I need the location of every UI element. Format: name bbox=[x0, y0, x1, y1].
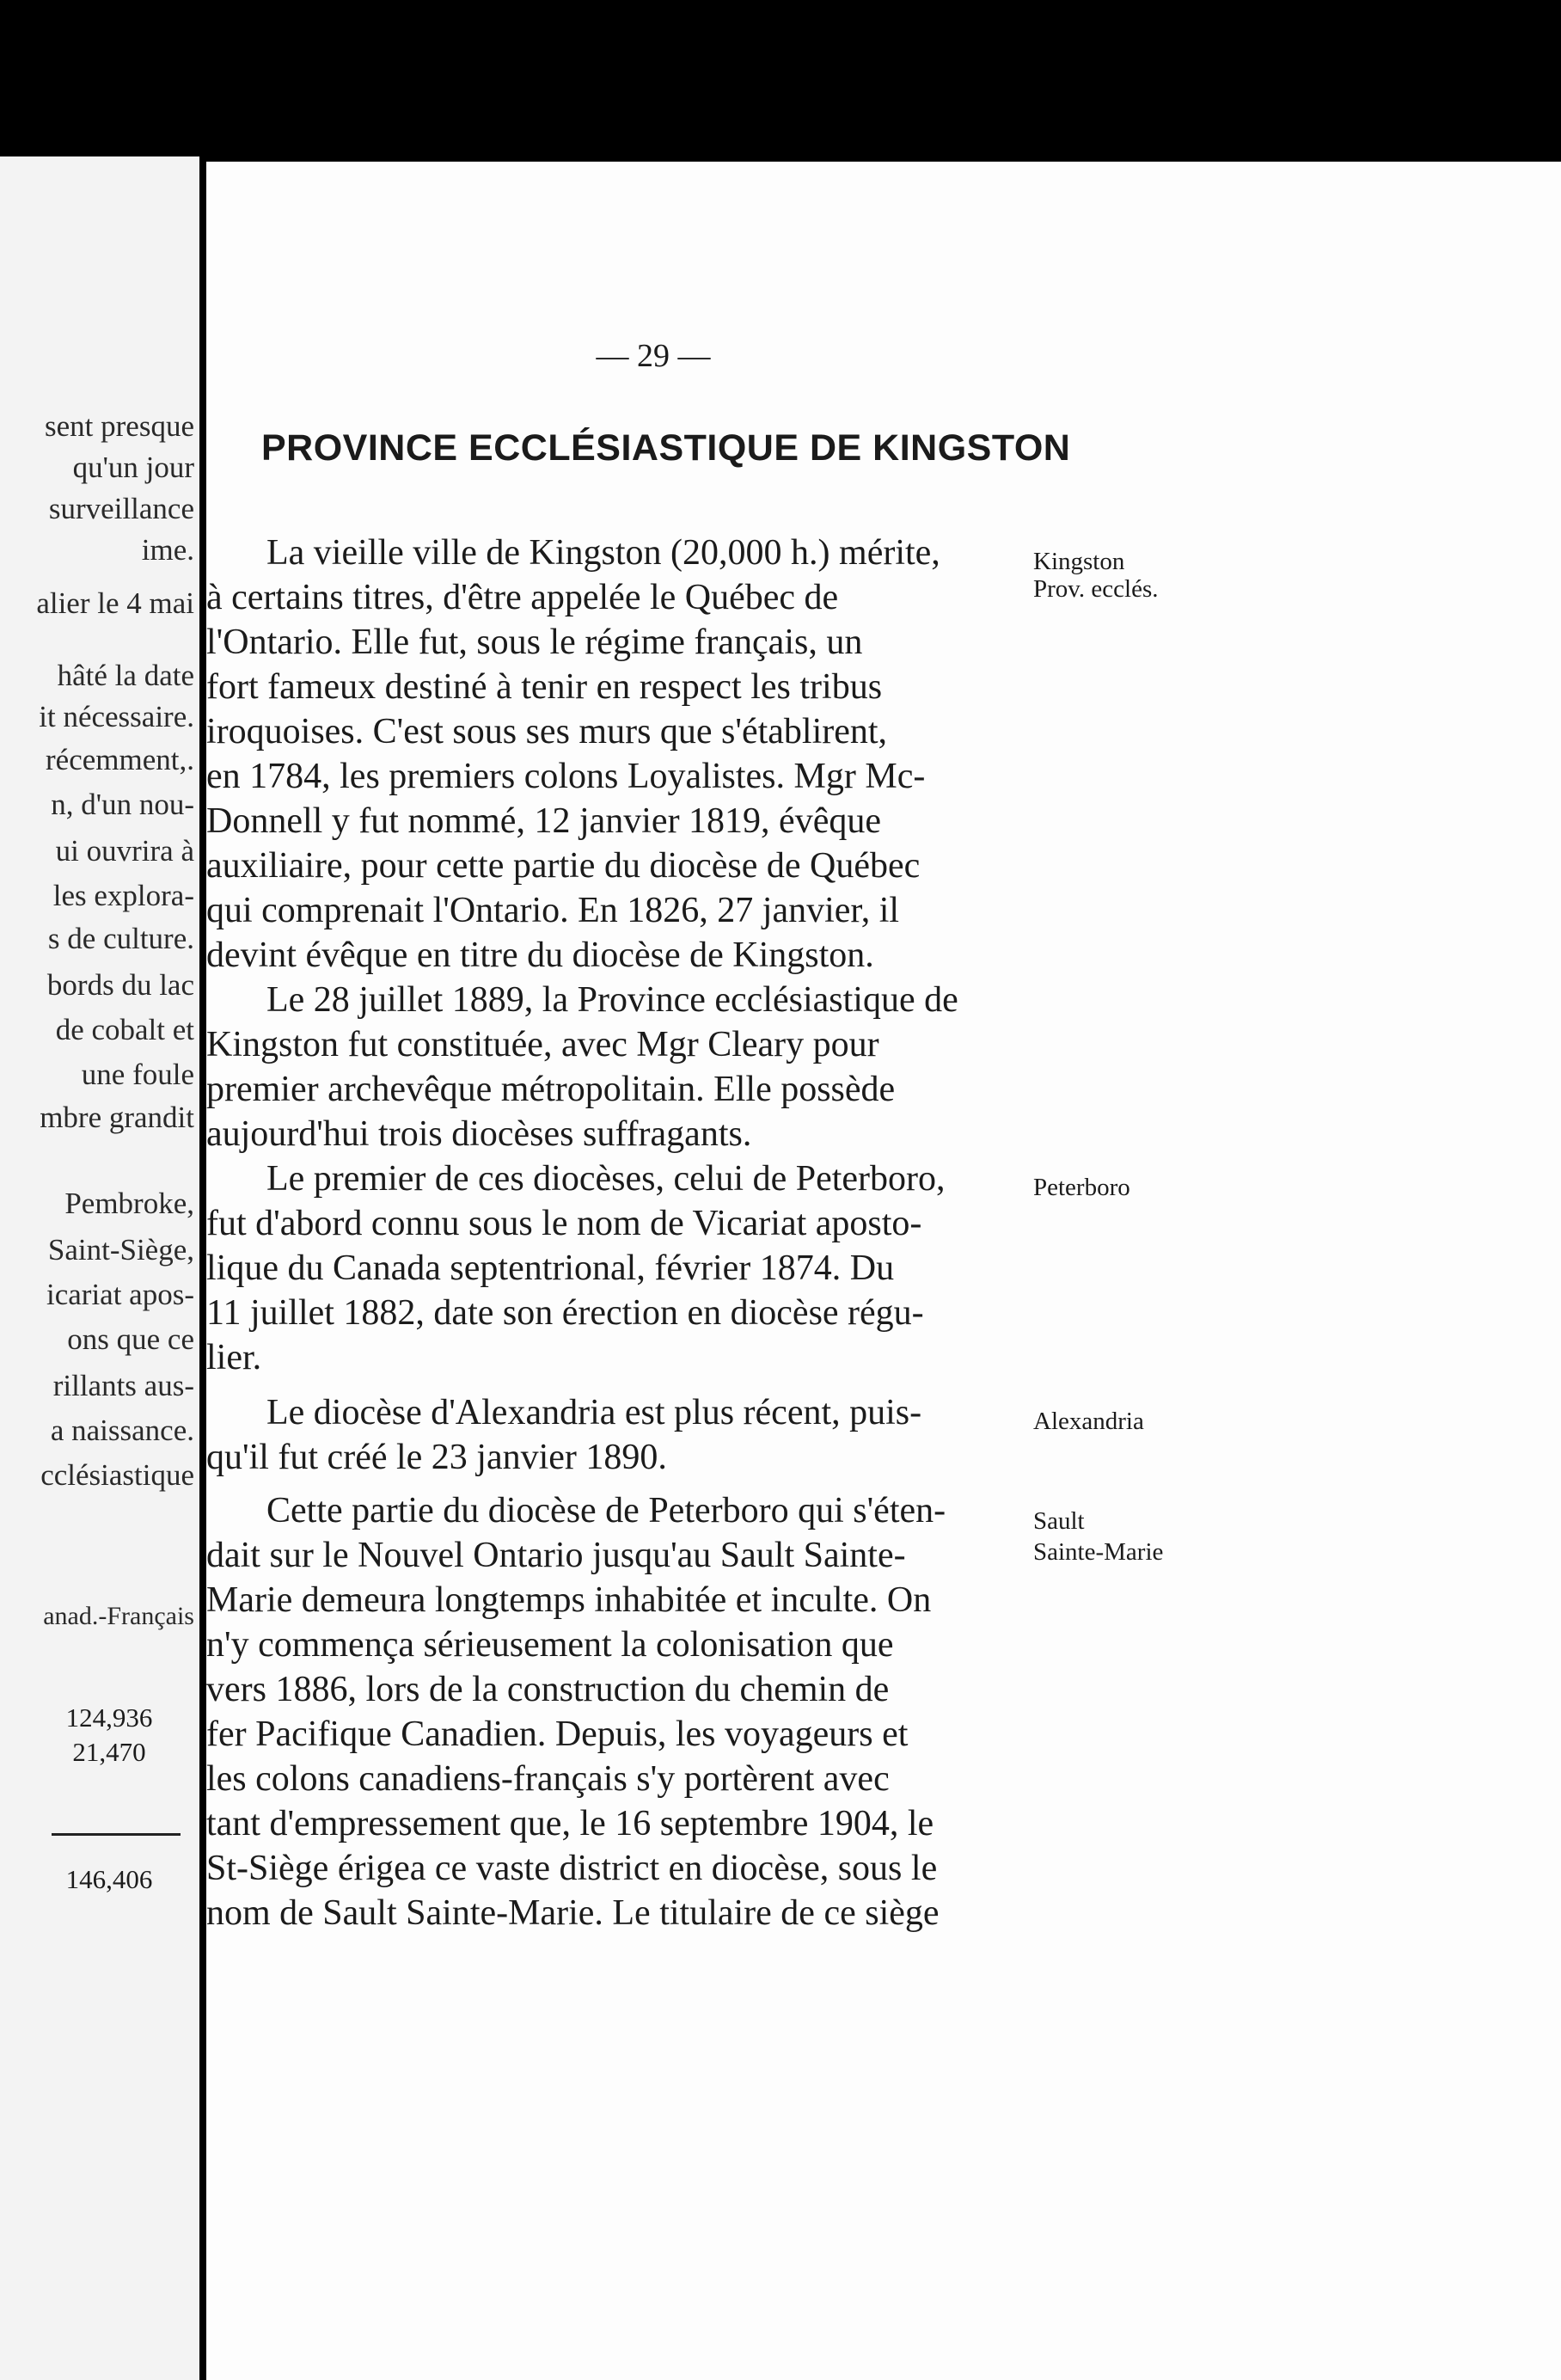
left-line: cclésiastique bbox=[40, 1458, 194, 1492]
body-line: St-Siège érigea ce vaste district en diocèse, sous le bbox=[206, 1849, 938, 1888]
body-line: Donnell y fut nommé, 12 janvier 1819, évêque bbox=[206, 801, 881, 841]
body-line: fort fameux destiné à tenir en respect les tribus bbox=[206, 667, 883, 707]
table-value: 21,470 bbox=[72, 1737, 146, 1767]
left-line: icariat apos- bbox=[46, 1278, 194, 1311]
total-rule bbox=[52, 1833, 181, 1836]
left-line: hâté la date bbox=[57, 659, 194, 692]
body-line: fut d'abord connu sous le nom de Vicariat aposto- bbox=[206, 1204, 922, 1243]
page-number: — 29 — bbox=[596, 338, 711, 374]
right-page bbox=[206, 162, 1561, 2380]
margin-note-sainte-marie: Sainte-Marie bbox=[1033, 1538, 1164, 1566]
body-line: iroquoises. C'est sous ses murs que s'établirent, bbox=[206, 712, 888, 751]
left-line: it nécessaire. bbox=[39, 700, 194, 733]
left-line: Pembroke, bbox=[64, 1187, 194, 1220]
body-line: n'y commença sérieusement la colonisation que bbox=[206, 1625, 894, 1665]
body-line: Marie demeura longtemps inhabitée et inculte. On bbox=[206, 1580, 932, 1620]
margin-note-alexandria: Alexandria bbox=[1033, 1408, 1144, 1435]
left-line: surveillance bbox=[48, 492, 194, 525]
body-line: Le premier de ces diocèses, celui de Peterboro, bbox=[266, 1159, 946, 1199]
body-line: les colons canadiens-français s'y portèrent avec bbox=[206, 1759, 890, 1799]
left-line: ui ouvrira à bbox=[55, 834, 194, 868]
body-line: lier. bbox=[206, 1338, 262, 1377]
left-line: sent presque bbox=[45, 409, 194, 443]
body-line: dait sur le Nouvel Ontario jusqu'au Sault Sainte- bbox=[206, 1536, 906, 1575]
body-line: Kingston fut constituée, avec Mgr Cleary pour bbox=[206, 1025, 879, 1064]
left-line: n, d'un nou- bbox=[51, 788, 194, 821]
body-line: auxiliaire, pour cette partie du diocèse de Québec bbox=[206, 846, 921, 886]
margin-note-peterboro: Peterboro bbox=[1033, 1174, 1130, 1201]
left-line: ons que ce bbox=[67, 1322, 194, 1356]
body-line: qu'il fut créé le 23 janvier 1890. bbox=[206, 1438, 667, 1477]
body-line: tant d'empressement que, le 16 septembre 1904, le bbox=[206, 1804, 934, 1843]
left-line: rillants aus- bbox=[52, 1369, 194, 1402]
body-line: aujourd'hui trois diocèses suffragants. bbox=[206, 1114, 752, 1154]
body-line: Cette partie du diocèse de Peterboro qui s'éten- bbox=[266, 1491, 946, 1530]
body-line: devint évêque en titre du diocèse de Kingston. bbox=[206, 935, 874, 975]
body-line: en 1784, les premiers colons Loyalistes. Mgr Mc- bbox=[206, 757, 926, 796]
body-line: nom de Sault Sainte-Marie. Le titulaire de ce siège bbox=[206, 1893, 940, 1933]
left-line: qu'un jour bbox=[72, 451, 194, 484]
body-line: Le diocèse d'Alexandria est plus récent, puis- bbox=[266, 1393, 922, 1432]
body-line: Le 28 juillet 1889, la Province ecclésiastique de bbox=[266, 980, 958, 1020]
left-line: bords du lac bbox=[46, 968, 194, 1002]
body-line: 11 juillet 1882, date son érection en diocèse régu- bbox=[206, 1293, 924, 1333]
left-line: a naissance. bbox=[50, 1414, 194, 1447]
body-line: à certains titres, d'être appelée le Québec de bbox=[206, 578, 839, 617]
body-line: lique du Canada septentrional, février 1874. Du bbox=[206, 1248, 895, 1288]
left-line: Saint-Siège, bbox=[47, 1233, 194, 1267]
table-value: 124,936 bbox=[65, 1702, 153, 1733]
left-line: mbre grandit bbox=[40, 1101, 194, 1134]
section-title: PROVINCE ECCLÉSIASTIQUE DE KINGSTON bbox=[261, 427, 1071, 469]
left-line: une foule bbox=[81, 1058, 194, 1091]
body-line: fer Pacifique Canadien. Depuis, les voyageurs et bbox=[206, 1714, 909, 1754]
margin-note-sault: Sault bbox=[1033, 1507, 1085, 1535]
left-line: de cobalt et bbox=[55, 1013, 194, 1046]
body-line: l'Ontario. Elle fut, sous le régime français, un bbox=[206, 623, 863, 662]
margin-note-kingston: Kingston bbox=[1033, 548, 1125, 575]
body-line: qui comprenait l'Ontario. En 1826, 27 janvier, il bbox=[206, 891, 900, 930]
left-line: les explora- bbox=[52, 879, 194, 912]
table-header: anad.-Français bbox=[43, 1602, 194, 1630]
body-line: La vieille ville de Kingston (20,000 h.) mérite, bbox=[266, 533, 940, 573]
margin-note-prov-eccles: Prov. ecclés. bbox=[1033, 575, 1159, 603]
left-line: s de culture. bbox=[47, 922, 194, 955]
body-line: premier archevêque métropolitain. Elle possède bbox=[206, 1070, 896, 1109]
left-page bbox=[0, 156, 199, 2380]
body-line: vers 1886, lors de la construction du chemin de bbox=[206, 1670, 890, 1709]
left-line: alier le 4 mai bbox=[36, 586, 194, 620]
left-line: ime. bbox=[141, 533, 194, 567]
left-line: récemment,. bbox=[46, 743, 194, 776]
table-total: 146,406 bbox=[65, 1864, 153, 1894]
